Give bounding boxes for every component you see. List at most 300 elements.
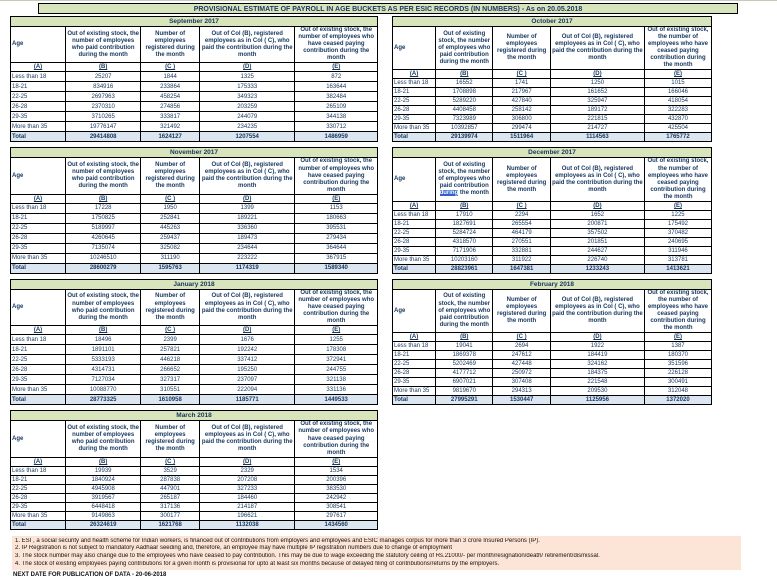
- value-cell: 19041: [436, 342, 493, 351]
- total-label: Total: [11, 520, 66, 529]
- total-value-cell: 1595763: [141, 263, 200, 273]
- table-body: [11, 335, 378, 405]
- value-cell: 4314731: [66, 365, 141, 375]
- value-cell: 308541: [295, 502, 378, 511]
- col-header-c: Number of employees registered during the month: [141, 158, 200, 194]
- value-cell: 330712: [295, 122, 378, 132]
- value-cell: 432870: [644, 115, 711, 124]
- column-headers-row: [393, 289, 712, 332]
- age-bucket-label: 22-25: [11, 484, 66, 493]
- value-cell: 17228: [66, 203, 141, 213]
- table-row: [393, 387, 712, 396]
- value-cell: 1922: [550, 342, 644, 351]
- value-cell: 189221: [200, 213, 295, 223]
- value-cell: 250972: [493, 369, 550, 378]
- table-row: [11, 502, 378, 511]
- value-cell: 234644: [200, 243, 295, 253]
- table-row: [11, 243, 378, 253]
- col-header-c: Number of employees registered during the month: [493, 27, 550, 70]
- total-row: [393, 264, 712, 273]
- value-cell: 237097: [200, 375, 295, 385]
- value-cell: 458254: [141, 92, 200, 102]
- table-row: [393, 342, 712, 351]
- table-row: [393, 360, 712, 369]
- total-value-cell: 28600279: [66, 263, 141, 273]
- value-cell: 5189997: [66, 223, 141, 233]
- value-cell: 1750825: [66, 213, 141, 223]
- age-bucket-label: 22-25: [11, 92, 66, 102]
- table-row: [11, 122, 378, 132]
- total-label: Total: [11, 132, 66, 142]
- column-headers-row: [11, 27, 378, 63]
- total-row: [393, 396, 712, 405]
- total-value-cell: 1589340: [295, 263, 378, 273]
- table-row: [11, 72, 378, 82]
- col-header-d: Out of Col (B), registered employees as in Col ( C), who paid the contribution during the month: [200, 421, 295, 457]
- value-cell: 317136: [141, 502, 200, 511]
- column-letter: (D): [200, 326, 295, 335]
- age-bucket-label: Less than 18: [11, 466, 66, 475]
- col-header-age: Age: [11, 158, 66, 194]
- total-value-cell: 1621768: [141, 520, 200, 529]
- value-cell: 2694: [493, 342, 550, 351]
- col-header-c: Number of employees registered during the month: [141, 289, 200, 325]
- total-label: Total: [393, 133, 436, 142]
- table-row: [11, 92, 378, 102]
- value-cell: 4177712: [436, 369, 493, 378]
- month-header: March 2018: [11, 411, 378, 421]
- col-header-age: Age: [393, 158, 436, 201]
- letters-row: [393, 201, 712, 210]
- value-cell: 189172: [550, 106, 644, 115]
- value-cell: 425504: [644, 124, 711, 133]
- value-cell: 175492: [644, 219, 711, 228]
- value-cell: 221815: [550, 115, 644, 124]
- value-cell: 325947: [550, 97, 644, 106]
- column-letter: (C ): [141, 326, 200, 335]
- table-body: [393, 342, 712, 405]
- value-cell: 9149863: [66, 511, 141, 520]
- total-value-cell: 28773325: [66, 395, 141, 405]
- value-cell: 395531: [295, 223, 378, 233]
- col-header-c: Number of employees registered during the month: [493, 289, 550, 332]
- age-bucket-label: 29-35: [11, 112, 66, 122]
- column-letter: (B): [436, 70, 493, 79]
- value-cell: 192242: [200, 345, 295, 355]
- total-value-cell: 1185771: [200, 395, 295, 405]
- table-row: [11, 253, 378, 263]
- table-row: [11, 335, 378, 345]
- value-cell: 372941: [295, 355, 378, 365]
- value-cell: 321138: [295, 375, 378, 385]
- value-cell: 242942: [295, 493, 378, 502]
- col-header-c: Number of employees registered during the month: [493, 158, 550, 201]
- value-cell: 1153: [295, 203, 378, 213]
- value-cell: 446218: [141, 355, 200, 365]
- col-header-d: Out of Col (B), registered employees as in Col ( C), who paid the contribution during the month: [550, 27, 644, 70]
- month-table: [10, 16, 378, 142]
- col-header-d: Out of Col (B), registered employees as in Col ( C), who paid the contribution during the month: [550, 158, 644, 201]
- value-cell: 244079: [200, 112, 295, 122]
- value-cell: 19776147: [66, 122, 141, 132]
- value-cell: 306800: [493, 115, 550, 124]
- value-cell: 247612: [493, 351, 550, 360]
- age-bucket-label: Less than 18: [11, 203, 66, 213]
- month-header-row: [11, 411, 378, 421]
- table-row: [393, 106, 712, 115]
- value-cell: 299474: [493, 124, 550, 133]
- col-header-age: Age: [393, 289, 436, 332]
- column-letter: (D): [200, 63, 295, 72]
- value-cell: 5289220: [436, 97, 493, 106]
- table-row: [393, 115, 712, 124]
- value-cell: 351596: [644, 360, 711, 369]
- col-header-d: Out of Col (B), registered employees as in Col ( C), who paid the contribution during the month: [550, 289, 644, 332]
- tables-grid: [10, 16, 777, 530]
- value-cell: 327317: [141, 375, 200, 385]
- value-cell: 1652: [550, 210, 644, 219]
- total-value-cell: 1413621: [644, 264, 711, 273]
- value-cell: 1844: [141, 72, 200, 82]
- column-letter: (D): [550, 333, 644, 342]
- age-bucket-label: 29-35: [11, 502, 66, 511]
- value-cell: 2399: [141, 335, 200, 345]
- value-cell: 1708898: [436, 88, 493, 97]
- value-cell: 266652: [141, 365, 200, 375]
- age-bucket-label: 18-21: [11, 213, 66, 223]
- total-value-cell: 1434560: [295, 520, 378, 529]
- value-cell: 274856: [141, 102, 200, 112]
- value-cell: 19939: [66, 466, 141, 475]
- value-cell: 382484: [295, 92, 378, 102]
- top-rule: [0, 0, 777, 1]
- value-cell: 1399: [200, 203, 295, 213]
- total-value-cell: 29414808: [66, 132, 141, 142]
- table-row: [11, 375, 378, 385]
- letters-row: [393, 333, 712, 342]
- footnote-line: 1. ESI , a social security and health scheme for Indian workers, is financed out of contributions from employers and employees and ESIC manages corpus for more than 3 crore Insured Persons (IP).: [15, 537, 540, 544]
- column-headers-row: [11, 289, 378, 325]
- col-header-b: Out of existing stock, the number of employees who paid contribution during the month: [66, 421, 141, 457]
- total-value-cell: 27995291: [436, 396, 493, 405]
- age-bucket-label: 26-28: [11, 233, 66, 243]
- value-cell: 240695: [644, 237, 711, 246]
- total-value-cell: 1530447: [493, 396, 550, 405]
- column-headers-row: [393, 27, 712, 70]
- selection-highlight: during: [439, 190, 459, 197]
- letters-row: [11, 457, 378, 466]
- total-row: [11, 132, 378, 142]
- value-cell: 265554: [493, 219, 550, 228]
- value-cell: 337412: [200, 355, 295, 365]
- col-header-age: Age: [393, 27, 436, 70]
- col-header-b: Out of existing stock, the number of employees who paid contribution during the month: [436, 158, 493, 201]
- total-value-cell: 1765772: [644, 133, 711, 142]
- value-cell: 312048: [644, 387, 711, 396]
- value-cell: 2294: [493, 210, 550, 219]
- age-bucket-label: 18-21: [393, 88, 436, 97]
- value-cell: 1015: [644, 79, 711, 88]
- value-cell: 4945908: [66, 484, 141, 493]
- col-header-d: Out of Col (B), registered employees as in Col ( C), who paid the contribution during the month: [200, 289, 295, 325]
- total-value-cell: 1207554: [200, 132, 295, 142]
- value-cell: 331136: [295, 385, 378, 395]
- table-row: [11, 466, 378, 475]
- month-header-row: [11, 148, 378, 158]
- table-row: [11, 355, 378, 365]
- value-cell: 3529: [141, 466, 200, 475]
- value-cell: 217967: [493, 88, 550, 97]
- value-cell: 7171906: [436, 246, 493, 255]
- month-header-row: [393, 148, 712, 158]
- table-row: [11, 102, 378, 112]
- col-header-b: Out of existing stock, the number of employees who paid contribution during the month: [436, 27, 493, 70]
- age-bucket-label: More than 35: [393, 124, 436, 133]
- value-cell: 307408: [493, 378, 550, 387]
- total-value-cell: 1647381: [493, 264, 550, 273]
- value-cell: 233864: [141, 82, 200, 92]
- value-cell: 5284724: [436, 228, 493, 237]
- column-letter: (C ): [141, 194, 200, 203]
- age-bucket-label: Less than 18: [11, 335, 66, 345]
- value-cell: 25207: [66, 72, 141, 82]
- value-cell: 196621: [200, 511, 295, 520]
- col-header-e: Out of existing stock, the number of employees who have ceased paying contribution during the month: [644, 27, 711, 70]
- col-header-age: Age: [11, 27, 66, 63]
- value-cell: 370482: [644, 228, 711, 237]
- total-value-cell: 1132038: [200, 520, 295, 529]
- col-header-b: Out of existing stock, the number of employees who paid contribution during the month: [436, 289, 493, 332]
- age-bucket-label: 26-28: [11, 102, 66, 112]
- column-letter: (E): [295, 326, 378, 335]
- value-cell: 1741: [493, 79, 550, 88]
- value-cell: 333817: [141, 112, 200, 122]
- value-cell: 3710265: [66, 112, 141, 122]
- value-cell: 357502: [550, 228, 644, 237]
- value-cell: 221548: [550, 378, 644, 387]
- table-row: [393, 237, 712, 246]
- value-cell: 195250: [200, 365, 295, 375]
- value-cell: 180370: [644, 351, 711, 360]
- age-bucket-label: Less than 18: [11, 72, 66, 82]
- table-row: [11, 223, 378, 233]
- column-letter: (A): [11, 194, 66, 203]
- table-body: [11, 203, 378, 273]
- table-row: [11, 203, 378, 213]
- value-cell: 1534: [295, 466, 378, 475]
- column-headers-row: [11, 158, 378, 194]
- month-table: [10, 147, 378, 273]
- letters-row: [11, 326, 378, 335]
- column-letter: (E): [644, 201, 711, 210]
- value-cell: 324162: [550, 360, 644, 369]
- value-cell: 1676: [200, 335, 295, 345]
- table-row: [393, 124, 712, 133]
- total-value-cell: 1174319: [200, 263, 295, 273]
- table-row: [11, 233, 378, 243]
- age-bucket-label: 18-21: [393, 351, 436, 360]
- value-cell: 287838: [141, 475, 200, 484]
- value-cell: 2329: [200, 466, 295, 475]
- table-row: [11, 213, 378, 223]
- value-cell: 7127034: [66, 375, 141, 385]
- total-value-cell: 1486959: [295, 132, 378, 142]
- age-bucket-label: 22-25: [11, 355, 66, 365]
- age-bucket-label: 29-35: [393, 115, 436, 124]
- column-letter: (E): [644, 70, 711, 79]
- total-value-cell: 1449533: [295, 395, 378, 405]
- value-cell: 257821: [141, 345, 200, 355]
- value-cell: 7323989: [436, 115, 493, 124]
- value-cell: 445263: [141, 223, 200, 233]
- value-cell: 222094: [200, 385, 295, 395]
- col-header-e: Out of existing stock, the number of employees who have ceased paying contribution during the month: [295, 289, 378, 325]
- total-label: Total: [393, 396, 436, 405]
- month-header-row: [11, 279, 378, 289]
- column-headers-row: [11, 421, 378, 457]
- value-cell: 265109: [295, 102, 378, 112]
- table-row: [393, 246, 712, 255]
- table-row: [393, 351, 712, 360]
- age-bucket-label: More than 35: [393, 387, 436, 396]
- col-header-c: Number of employees registered during the month: [141, 421, 200, 457]
- month-table: [392, 279, 712, 405]
- col-header-b: Out of existing stock, the number of employees who paid contribution during the month: [66, 27, 141, 63]
- value-cell: 214727: [550, 124, 644, 133]
- table-row: [393, 97, 712, 106]
- table-row: [393, 255, 712, 264]
- table-row: [393, 88, 712, 97]
- col-header-d: Out of Col (B), registered employees as in Col ( C), who paid the contribution during the month: [200, 158, 295, 194]
- value-cell: 367915: [295, 253, 378, 263]
- value-cell: 1325: [200, 72, 295, 82]
- age-bucket-label: 26-28: [393, 369, 436, 378]
- total-value-cell: 1233243: [550, 264, 644, 273]
- column-letter: (C ): [141, 63, 200, 72]
- age-bucket-label: 22-25: [393, 228, 436, 237]
- col-header-e: Out of existing stock, the number of employees who have ceased paying contribution during the month: [295, 158, 378, 194]
- value-cell: 223222: [200, 253, 295, 263]
- value-cell: 209530: [550, 387, 644, 396]
- total-row: [393, 133, 712, 142]
- total-value-cell: 1372020: [644, 396, 711, 405]
- month-table: [10, 279, 378, 405]
- page-title: PROVISIONAL ESTIMATE OF PAYROLL IN AGE BUCKETS AS PER ESIC RECORDS (IN NUMBERS) - As on 20.05.2018: [38, 3, 738, 14]
- table-row: [393, 219, 712, 228]
- value-cell: 16552: [436, 79, 493, 88]
- value-cell: 1840924: [66, 475, 141, 484]
- value-cell: 6907021: [436, 378, 493, 387]
- total-value-cell: 29139974: [436, 133, 493, 142]
- value-cell: 10246510: [66, 253, 141, 263]
- value-cell: 1250: [550, 79, 644, 88]
- column-letter: (B): [66, 63, 141, 72]
- value-cell: 4318570: [436, 237, 493, 246]
- value-cell: 872: [295, 72, 378, 82]
- table-row: [11, 493, 378, 502]
- month-header-row: [11, 17, 378, 27]
- age-bucket-label: 26-28: [393, 237, 436, 246]
- value-cell: 4260645: [66, 233, 141, 243]
- age-bucket-label: 18-21: [11, 475, 66, 484]
- col-header-b: Out of existing stock, the number of employees who paid contribution during the month: [66, 289, 141, 325]
- value-cell: 321492: [141, 122, 200, 132]
- value-cell: 234235: [200, 122, 295, 132]
- value-cell: 447901: [141, 484, 200, 493]
- value-cell: 2697963: [66, 92, 141, 102]
- column-letter: (A): [393, 70, 436, 79]
- month-table: [392, 147, 712, 273]
- letters-row: [11, 63, 378, 72]
- value-cell: 313781: [644, 255, 711, 264]
- total-value-cell: 1624127: [141, 132, 200, 142]
- value-cell: 1869378: [436, 351, 493, 360]
- column-letter: (B): [436, 201, 493, 210]
- value-cell: 1950: [141, 203, 200, 213]
- footnote-line: 4. The stock of existing employees paying contributions for a given month is provisional for upto at least six months because of delayed filing of contributions/returns by the employers.: [15, 560, 500, 567]
- value-cell: 175333: [200, 82, 295, 92]
- total-label: Total: [11, 263, 66, 273]
- value-cell: 834916: [66, 82, 141, 92]
- col-header-age: Age: [11, 289, 66, 325]
- value-cell: 226740: [550, 255, 644, 264]
- age-bucket-label: 18-21: [393, 219, 436, 228]
- value-cell: 427840: [493, 97, 550, 106]
- month-table: [10, 410, 378, 529]
- value-cell: 294313: [493, 387, 550, 396]
- value-cell: 200871: [550, 219, 644, 228]
- column-letter: (A): [11, 457, 66, 466]
- value-cell: 300177: [141, 511, 200, 520]
- month-header: December 2017: [393, 148, 712, 158]
- table-row: [11, 365, 378, 375]
- age-bucket-label: Less than 18: [393, 342, 436, 351]
- age-bucket-label: More than 35: [11, 122, 66, 132]
- value-cell: 244627: [550, 246, 644, 255]
- age-bucket-label: 22-25: [393, 97, 436, 106]
- age-bucket-label: Less than 18: [393, 79, 436, 88]
- value-cell: 166046: [644, 88, 711, 97]
- value-cell: 184375: [550, 369, 644, 378]
- total-row: [11, 395, 378, 405]
- value-cell: 18496: [66, 335, 141, 345]
- value-cell: 200396: [295, 475, 378, 484]
- value-cell: 311190: [141, 253, 200, 263]
- value-cell: 10392857: [436, 124, 493, 133]
- value-cell: 180663: [295, 213, 378, 223]
- month-header: October 2017: [393, 17, 712, 27]
- value-cell: 344138: [295, 112, 378, 122]
- value-cell: 9819670: [436, 387, 493, 396]
- value-cell: 163644: [295, 82, 378, 92]
- age-bucket-label: 26-28: [393, 106, 436, 115]
- total-row: [11, 263, 378, 273]
- age-bucket-label: Less than 18: [393, 210, 436, 219]
- value-cell: 7135074: [66, 243, 141, 253]
- value-cell: 349323: [200, 92, 295, 102]
- month-header: November 2017: [11, 148, 378, 158]
- col-header-b: Out of existing stock, the number of employees who paid contribution during the month: [66, 158, 141, 194]
- value-cell: 184419: [550, 351, 644, 360]
- value-cell: 4408458: [436, 106, 493, 115]
- col-header-e: Out of existing stock, the number of employees who have ceased paying contribution during the month: [295, 421, 378, 457]
- value-cell: 297617: [295, 511, 378, 520]
- total-value-cell: 1125956: [550, 396, 644, 405]
- column-letter: (C ): [493, 333, 550, 342]
- column-letter: (D): [200, 457, 295, 466]
- value-cell: 427448: [493, 360, 550, 369]
- value-cell: 259437: [141, 233, 200, 243]
